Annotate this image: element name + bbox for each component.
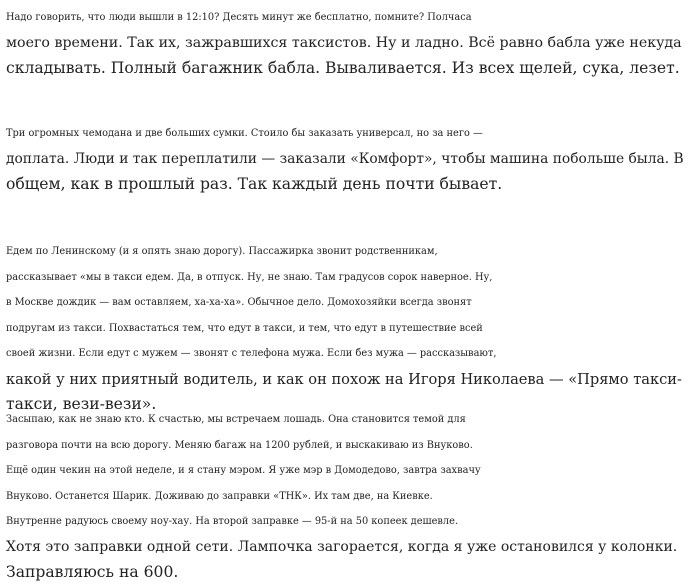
text-line: Хотя это заправки одной сети. Лампочка загорается, когда я уже остановился у колонки.	[6, 538, 678, 555]
text-line: складывать. Полный багажник бабла. Вываливается. Из всех щелей, сука, лезет.	[6, 59, 680, 77]
text-line: Внутренне радуюсь своему ноу-хау. На второй заправке — 95-й на 50 копеек дешевле.	[6, 516, 459, 527]
paragraph-1	[0, 5, 682, 82]
text-line: своей жизни. Если едут с мужем — звонят с телефона мужа. Если без мужа — рассказывают,	[6, 348, 497, 359]
paragraph-4	[0, 407, 677, 586]
text-line: подругам из такси. Похвастаться тем, что едут в такси, и тем, что едут в путешествие всей	[6, 322, 483, 334]
text-line: рассказывает «мы в такси едем. Да, в отпуск. Ну, не знаю. Там градусов сорок наверное. Ну,	[6, 271, 493, 283]
paragraph-2	[0, 121, 684, 198]
text-line: какой у них приятный водитель, и как он похож на Игоря Николаева — «Прямо такси-	[6, 370, 682, 388]
text-line: Ещё один чекин на этой неделе, и я стану мэром. Я уже мэр в Домодедово, завтра захвачу	[6, 465, 481, 476]
text-line: Внуково. Останется Шарик. Доживаю до заправки «ТНК». Их там две, на Киевке.	[6, 490, 433, 502]
text-line: в Москве дождик — вам оставляем, ха-ха-ха». Обычное дело. Домохозяйки всегда звонят	[6, 297, 472, 308]
text-line: Едем по Ленинскому (и я опять знаю дорогу). Пассажирка звонит родственникам,	[6, 246, 438, 257]
text-line: такси, вези-вези».	[6, 395, 157, 413]
text-line: моего времени. Так их, зажравшихся таксистов. Ну и ладно. Всё равно бабла уже некуда	[6, 34, 682, 51]
text-line: Засыпаю, как не знаю кто. К счастью, мы встречаем лошадь. Она становится темой для	[6, 414, 466, 425]
text-line: разговора почти на всю дорогу. Меняю багаж на 1200 рублей, и выскакиваю из Внуково.	[6, 439, 473, 451]
paragraph-3	[0, 239, 682, 418]
text-line: доплата. Люди и так переплатили — заказали «Комфорт», чтобы машина побольше была. В	[6, 150, 684, 167]
text-line: Три огромных чемодана и две больших сумки. Стоило бы заказать универсал, но за него —	[6, 128, 483, 139]
text-line: Надо говорить, что люди вышли в 12:10? Десять минут же бесплатно, помните? Полчаса	[6, 12, 472, 23]
text-line: общем, как в прошлый раз. Так каждый день почти бывает.	[6, 175, 503, 193]
text-line: Заправляюсь на 600.	[6, 563, 179, 581]
